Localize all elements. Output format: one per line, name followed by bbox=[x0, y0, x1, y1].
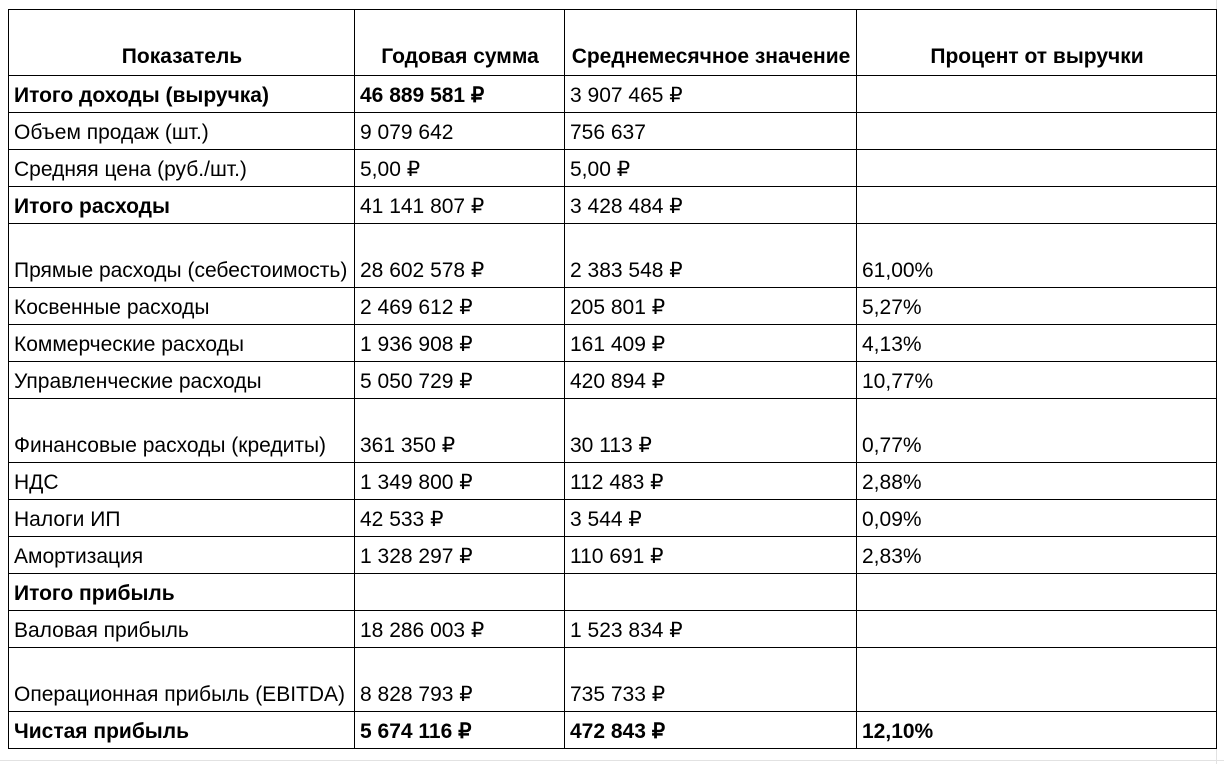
cell-percent[interactable] bbox=[857, 187, 1217, 224]
cell-indicator[interactable]: Финансовые расходы (кредиты) bbox=[9, 399, 355, 463]
cell-percent[interactable]: 12,10% bbox=[857, 712, 1217, 749]
cell-monthly[interactable]: 735 733 ₽ bbox=[565, 648, 857, 712]
cell-percent[interactable]: 0,77% bbox=[857, 399, 1217, 463]
cell-annual[interactable]: 1 349 800 ₽ bbox=[355, 463, 565, 500]
cell-indicator[interactable]: Управленческие расходы bbox=[9, 362, 355, 399]
table-row bbox=[9, 113, 1217, 150]
cell-percent[interactable] bbox=[857, 150, 1217, 187]
cell-percent[interactable] bbox=[857, 648, 1217, 712]
cell-annual[interactable]: 2 469 612 ₽ bbox=[355, 288, 565, 325]
cell-monthly[interactable]: 5,00 ₽ bbox=[565, 150, 857, 187]
cell-monthly[interactable]: 756 637 bbox=[565, 113, 857, 150]
cell-annual[interactable]: 41 141 807 ₽ bbox=[355, 187, 565, 224]
cell-indicator[interactable]: Итого расходы bbox=[9, 187, 355, 224]
cell-monthly[interactable]: 3 428 484 ₽ bbox=[565, 187, 857, 224]
table-row bbox=[9, 712, 1217, 749]
cell-percent[interactable]: 4,13% bbox=[857, 325, 1217, 362]
cell-annual[interactable]: 1 936 908 ₽ bbox=[355, 325, 565, 362]
cell-monthly[interactable]: 161 409 ₽ bbox=[565, 325, 857, 362]
cell-monthly[interactable]: 205 801 ₽ bbox=[565, 288, 857, 325]
cell-annual[interactable]: 5,00 ₽ bbox=[355, 150, 565, 187]
cell-annual[interactable]: 18 286 003 ₽ bbox=[355, 611, 565, 648]
cell-percent[interactable]: 10,77% bbox=[857, 362, 1217, 399]
table-row bbox=[9, 648, 1217, 712]
cell-monthly[interactable]: 112 483 ₽ bbox=[565, 463, 857, 500]
table-row bbox=[9, 76, 1217, 113]
cell-indicator[interactable]: Налоги ИП bbox=[9, 500, 355, 537]
table-row bbox=[9, 574, 1217, 611]
table-row bbox=[9, 150, 1217, 187]
cell-indicator[interactable]: Итого прибыль bbox=[9, 574, 355, 611]
cell-indicator[interactable]: Коммерческие расходы bbox=[9, 325, 355, 362]
table-row bbox=[9, 224, 1217, 288]
cell-monthly[interactable]: 472 843 ₽ bbox=[565, 712, 857, 749]
table-row bbox=[9, 463, 1217, 500]
cell-percent[interactable]: 5,27% bbox=[857, 288, 1217, 325]
cell-percent[interactable] bbox=[857, 574, 1217, 611]
cell-indicator[interactable]: Чистая прибыль bbox=[9, 712, 355, 749]
cell-indicator[interactable]: Косвенные расходы bbox=[9, 288, 355, 325]
cell-indicator[interactable]: Операционная прибыль (EBITDA) bbox=[9, 648, 355, 712]
cell-annual[interactable]: 361 350 ₽ bbox=[355, 399, 565, 463]
cell-indicator[interactable]: Итого доходы (выручка) bbox=[9, 76, 355, 113]
table-row bbox=[9, 500, 1217, 537]
cell-monthly[interactable]: 3 544 ₽ bbox=[565, 500, 857, 537]
cell-monthly[interactable]: 2 383 548 ₽ bbox=[565, 224, 857, 288]
table-row bbox=[9, 362, 1217, 399]
header-cell-annual[interactable]: Годовая сумма bbox=[355, 10, 565, 76]
table-row bbox=[9, 611, 1217, 648]
cell-annual[interactable]: 8 828 793 ₽ bbox=[355, 648, 565, 712]
cell-indicator[interactable]: Объем продаж (шт.) bbox=[9, 113, 355, 150]
cell-indicator[interactable]: Амортизация bbox=[9, 537, 355, 574]
cell-annual[interactable]: 28 602 578 ₽ bbox=[355, 224, 565, 288]
cell-annual[interactable]: 1 328 297 ₽ bbox=[355, 537, 565, 574]
header-cell-indicator[interactable]: Показатель bbox=[9, 10, 355, 76]
cell-monthly[interactable]: 110 691 ₽ bbox=[565, 537, 857, 574]
table-row bbox=[9, 325, 1217, 362]
cell-indicator[interactable]: НДС bbox=[9, 463, 355, 500]
header-row bbox=[9, 10, 1217, 76]
header-cell-monthly[interactable]: Среднемесячное значение bbox=[565, 10, 857, 76]
header-cell-percent[interactable]: Процент от выручки bbox=[857, 10, 1217, 76]
cell-annual[interactable]: 9 079 642 bbox=[355, 113, 565, 150]
cell-monthly[interactable]: 420 894 ₽ bbox=[565, 362, 857, 399]
cell-percent[interactable] bbox=[857, 113, 1217, 150]
cell-monthly[interactable]: 3 907 465 ₽ bbox=[565, 76, 857, 113]
table-row bbox=[9, 288, 1217, 325]
cell-percent[interactable] bbox=[857, 611, 1217, 648]
cell-annual[interactable] bbox=[355, 574, 565, 611]
cell-annual[interactable]: 42 533 ₽ bbox=[355, 500, 565, 537]
sheet-gridline bbox=[0, 760, 1224, 761]
cell-annual[interactable]: 46 889 581 ₽ bbox=[355, 76, 565, 113]
cell-percent[interactable]: 2,88% bbox=[857, 463, 1217, 500]
financial-report-table bbox=[8, 9, 1217, 749]
cell-percent[interactable]: 0,09% bbox=[857, 500, 1217, 537]
cell-monthly[interactable] bbox=[565, 574, 857, 611]
cell-percent[interactable]: 61,00% bbox=[857, 224, 1217, 288]
cell-monthly[interactable]: 30 113 ₽ bbox=[565, 399, 857, 463]
cell-indicator[interactable]: Средняя цена (руб./шт.) bbox=[9, 150, 355, 187]
cell-indicator[interactable]: Прямые расходы (себестоимость) bbox=[9, 224, 355, 288]
cell-percent[interactable] bbox=[857, 76, 1217, 113]
cell-indicator[interactable]: Валовая прибыль bbox=[9, 611, 355, 648]
table-row bbox=[9, 537, 1217, 574]
table-row bbox=[9, 399, 1217, 463]
cell-monthly[interactable]: 1 523 834 ₽ bbox=[565, 611, 857, 648]
cell-annual[interactable]: 5 674 116 ₽ bbox=[355, 712, 565, 749]
table-row bbox=[9, 187, 1217, 224]
cell-percent[interactable]: 2,83% bbox=[857, 537, 1217, 574]
cell-annual[interactable]: 5 050 729 ₽ bbox=[355, 362, 565, 399]
